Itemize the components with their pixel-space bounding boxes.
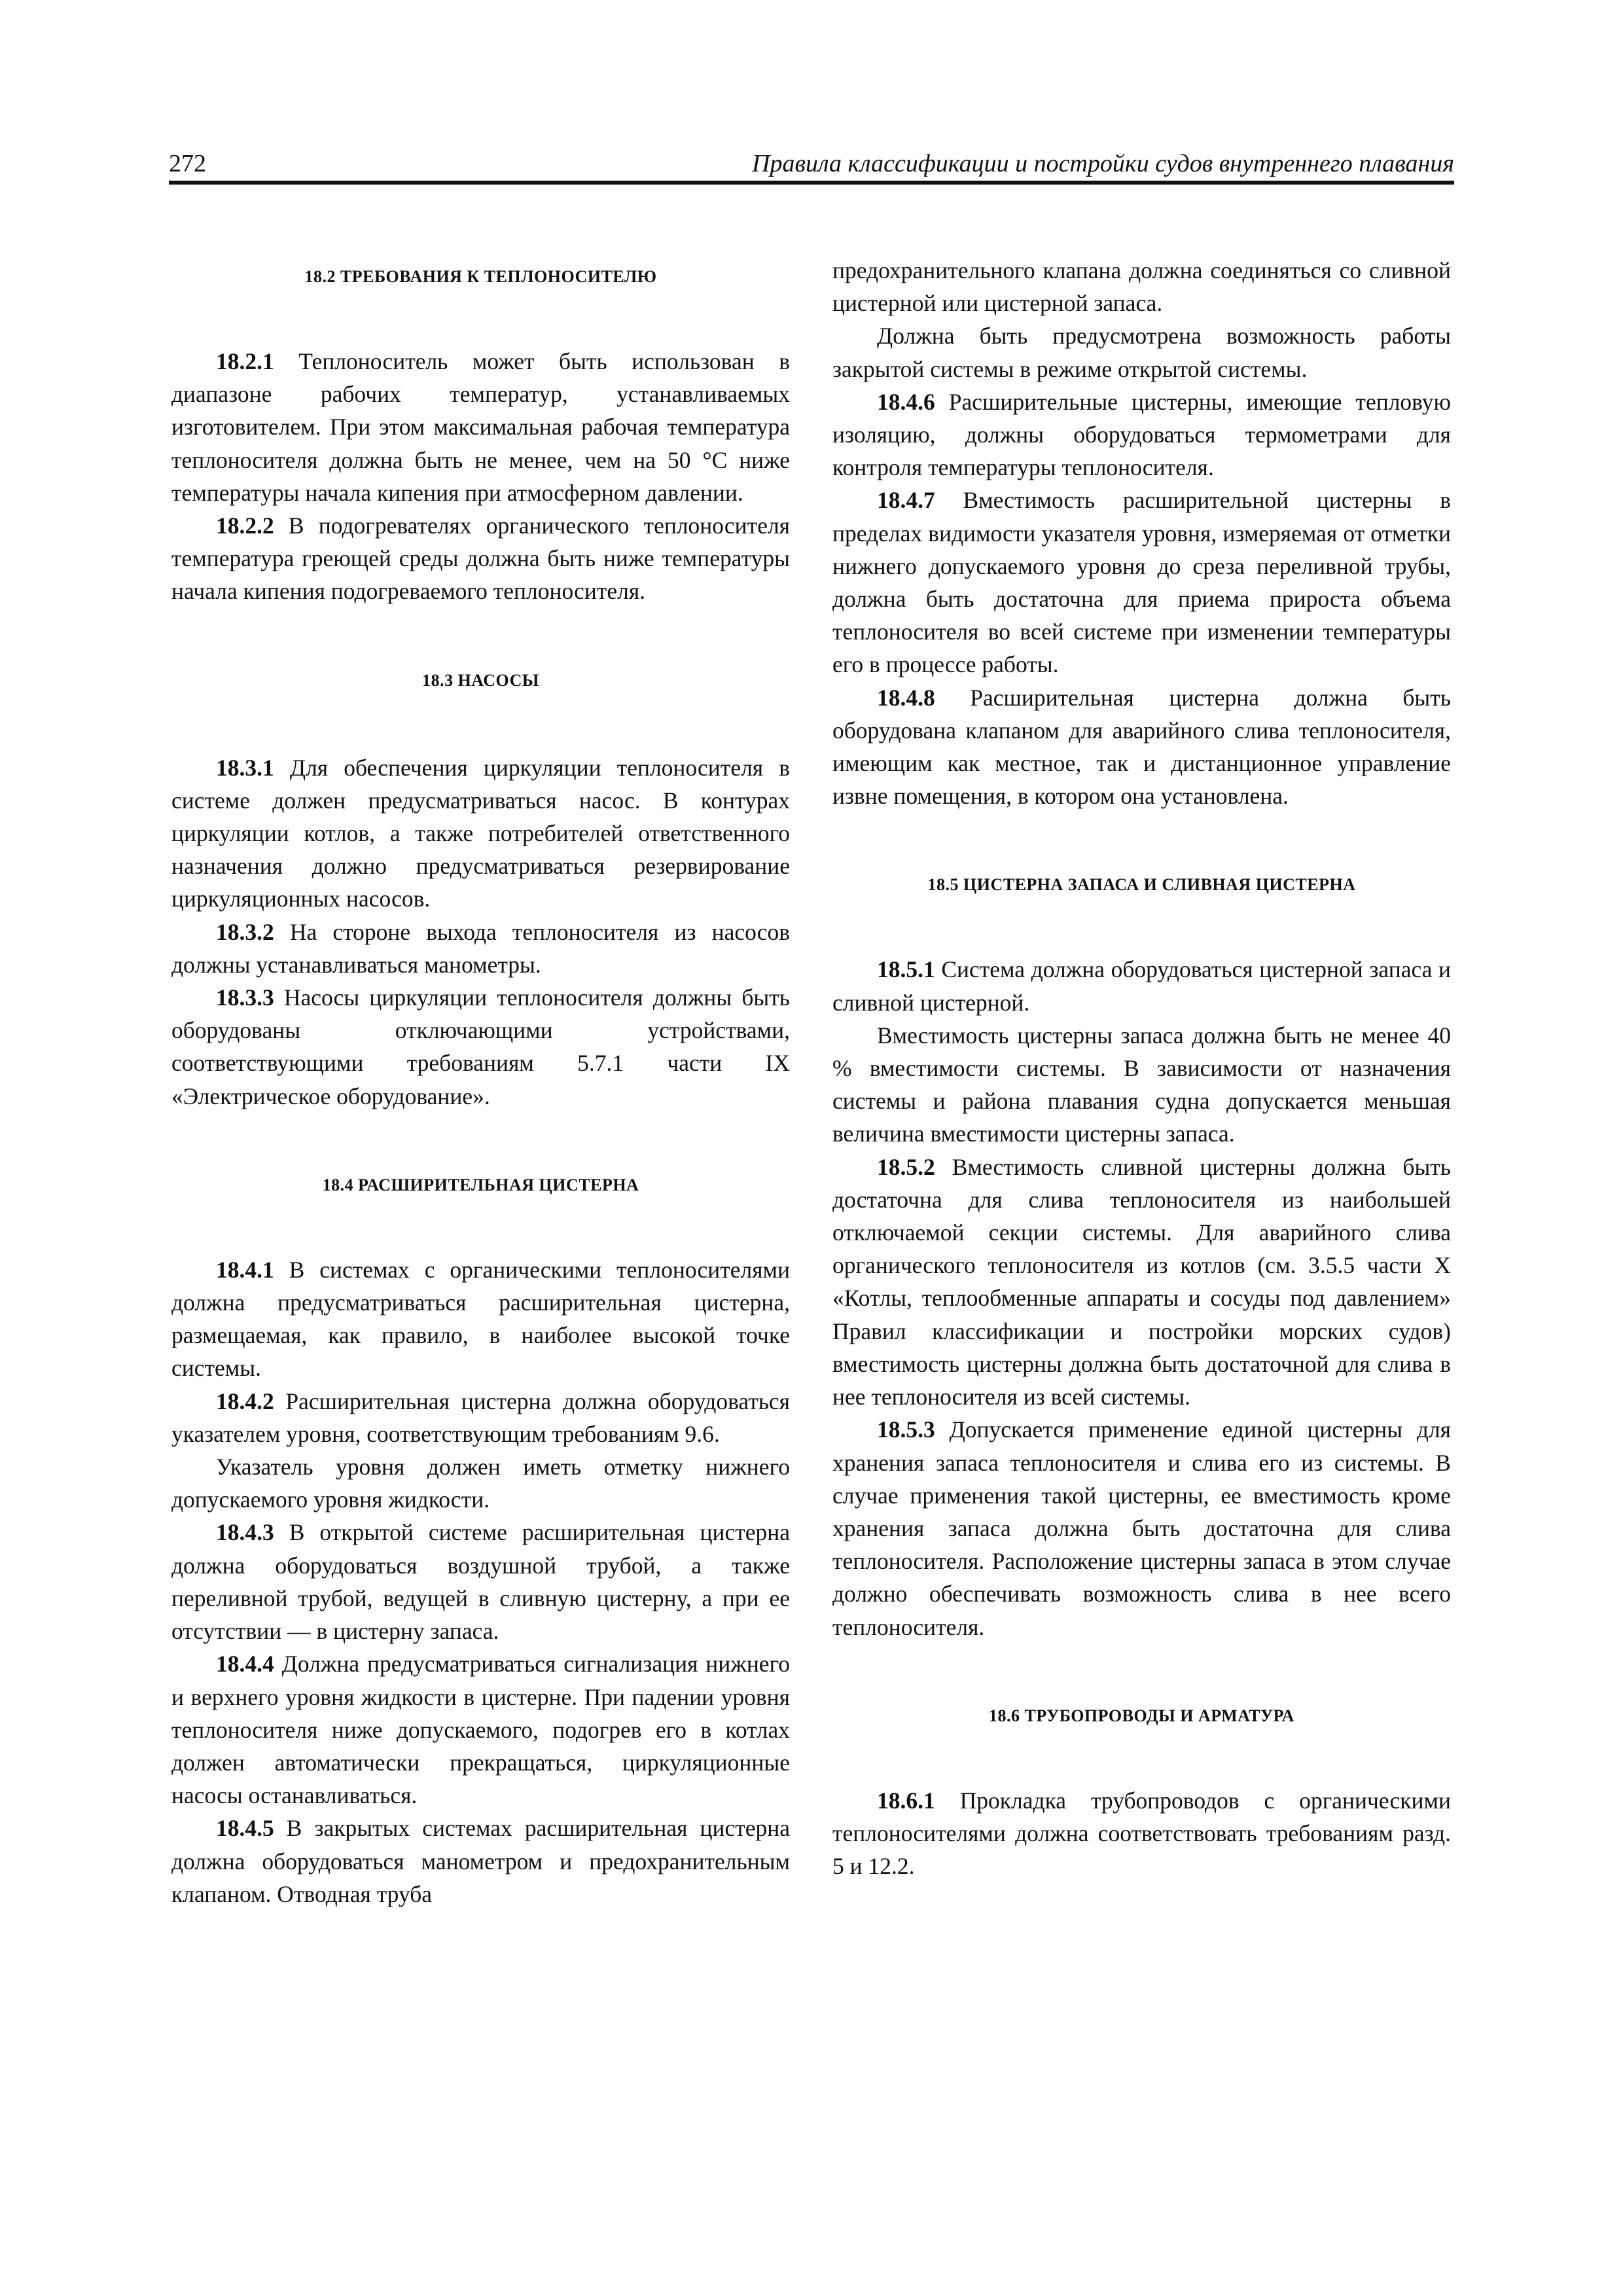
paragraph-18-4-7 <box>832 484 1451 681</box>
clause-text: Система должна оборудоваться цистерной запаса и сливной цистерной. <box>832 956 1451 1016</box>
clause-number: 18.3.3 <box>216 984 274 1011</box>
clause-number: 18.4.5 <box>216 1815 274 1842</box>
clause-text: На стороне выхода теплоносителя из насосов должны устанавливаться манометры. <box>171 918 790 978</box>
clause-text: Расширительные цистерны, имеющие тепловую изоляцию, должны оборудоваться термометрами для контроля температуры теплоносителя. <box>832 388 1451 481</box>
page-number: 272 <box>169 150 206 177</box>
clause-number: 18.5.1 <box>877 956 935 983</box>
clause-text: Прокладка трубопроводов с органическими теплоносителями должна соответствовать требованиям разд. 5 и 12.2. <box>832 1787 1451 1880</box>
paragraph-18-4-5 <box>171 1812 790 1910</box>
clause-number: 18.4.3 <box>216 1519 274 1546</box>
paragraph-18-2-1 <box>171 345 790 509</box>
clause-text: Вместимость расширительной цистерны в пределах видимости указателя уровня, измеряемая от отметки нижнего допускаемого уровня до среза переливной трубы, должна быть достаточна для приема прироста объема теплоносителя во всей системе при изменении температуры его в процессе работы. <box>832 487 1451 678</box>
clause-number: 18.4.7 <box>877 487 935 514</box>
clause-number: 18.5.3 <box>877 1416 935 1443</box>
paragraph-18-5-2 <box>832 1151 1451 1414</box>
clause-text: Должна предусматриваться сигнализация нижнего и верхнего уровня жидкости в цистерне. При падении уровня теплоносителя ниже допускаемого, подогрев его в котлах должен автоматически прекращаться, циркуляционные насосы останавливаться. <box>171 1651 790 1809</box>
clause-text: В закрытых системах расширительная цистерна должна оборудоваться манометром и предохранительным клапаном. Отводная труба <box>171 1815 790 1907</box>
clause-text: Расширительная цистерна должна быть оборудована клапаном для аварийного слива теплоносителя, имеющим как местное, так и дистанционное управление извне помещения, в котором она установлена. <box>832 684 1451 810</box>
clause-number: 18.4.6 <box>877 388 935 415</box>
clause-number: 18.3.2 <box>216 918 274 945</box>
left-column <box>171 254 790 1910</box>
clause-text: В открытой системе расширительная цистерна должна оборудоваться воздушной трубой, а также переливной трубой, ведущей в сливную цистерну, а при ее отсутствии — в цистерну запаса. <box>171 1519 790 1645</box>
section-heading-18-6: 18.6 ТРУБОПРОВОДЫ И АРМАТУРА <box>989 1706 1294 1725</box>
paragraph-18-3-3 <box>171 981 790 1113</box>
clause-number: 18.4.1 <box>216 1256 274 1283</box>
paragraph-18-3-2 <box>171 916 790 981</box>
paragraph-18-2-2 <box>171 509 790 608</box>
clause-text: Расширительная цистерна должна оборудоваться указателем уровня, соответствующим требованиям 9.6. <box>171 1388 790 1447</box>
paragraph-18-4-3 <box>171 1516 790 1647</box>
clause-text: Теплоноситель может быть использован в диапазоне рабочих температур, устанавливаемых изготовителем. При этом максимальная рабочая температура теплоносителя должна быть не менее, чем на 50 °C ниже температуры начала кипения при атмосферном давлении. <box>171 348 790 506</box>
paragraph-18-4-2-note: Указатель уровня должен иметь отметку нижнего допускаемого уровня жидкости. <box>171 1454 790 1513</box>
paragraph-18-4-2 <box>171 1385 790 1450</box>
paragraph-18-4-6 <box>832 386 1451 484</box>
right-column <box>832 254 1451 1882</box>
paragraph-18-4-4 <box>171 1647 790 1812</box>
clause-number: 18.2.1 <box>216 348 274 374</box>
paragraph-18-5-1-capacity: Вместимость цистерны запаса должна быть не менее 40 % вместимости системы. В зависимости от назначения системы и района плавания судна допускается меньшая величина вместимости цистерны запаса. <box>832 1022 1451 1147</box>
page-header <box>169 144 1454 185</box>
clause-number: 18.6.1 <box>877 1787 935 1814</box>
clause-number: 18.2.2 <box>216 512 274 539</box>
paragraph-18-4-5-closed-system: Должна быть предусмотрена возможность работы закрытой системы в режиме открытой системы. <box>832 323 1451 382</box>
clause-text: Насосы циркуляции теплоносителя должны быть оборудованы отключающими устройствами, соответствующими требованиям 5.7.1 части IX «Электрическое оборудование». <box>171 984 790 1109</box>
clause-text: Для обеспечения циркуляции теплоносителя в системе должен предусматриваться насос. В контурах циркуляции котлов, а также потребителей ответственного назначения должно предусматриваться резервирование циркуляционных насосов. <box>171 754 790 912</box>
paragraph-18-4-8 <box>832 681 1451 813</box>
section-heading-18-4: 18.4 РАСШИРИТЕЛЬНАЯ ЦИСТЕРНА <box>322 1175 639 1194</box>
running-title: Правила классификации и постройки судов внутреннего плавания <box>752 150 1454 177</box>
clause-text: Допускается применение единой цистерны для хранения запаса теплоносителя и слива его из системы. В случае применения такой цистерны, ее вместимость кроме хранения запаса должна быть достаточна для слива теплоносителя. Расположение цистерны запаса в этом случае должно обеспечивать возможность слива в нее всего теплоносителя. <box>832 1416 1451 1640</box>
paragraph-18-5-3 <box>832 1413 1451 1643</box>
clause-number: 18.4.2 <box>216 1388 274 1414</box>
section-heading-18-3: 18.3 НАСОСЫ <box>422 670 539 690</box>
paragraph-18-4-1 <box>171 1253 790 1385</box>
clause-number: 18.4.8 <box>877 684 935 711</box>
clause-number: 18.5.2 <box>877 1153 935 1180</box>
paragraph-18-3-1 <box>171 751 790 916</box>
clause-number: 18.3.1 <box>216 754 274 781</box>
clause-text: В системах с органическими теплоносителями должна предусматриваться расширительная цистерна, размещаемая, как правило, в наиболее высокой точке системы. <box>171 1256 790 1382</box>
paragraph-18-5-1 <box>832 953 1451 1018</box>
section-heading-18-2: 18.2 ТРЕБОВАНИЯ К ТЕПЛОНОСИТЕЛЮ <box>304 267 657 286</box>
clause-text: В подогревателях органического теплоносителя температура греющей среды должна быть ниже температуры начала кипения подогреваемого теплоносителя. <box>171 512 790 605</box>
paragraph-18-6-1 <box>832 1784 1451 1883</box>
section-heading-18-5: 18.5 ЦИСТЕРНА ЗАПАСА И СЛИВНАЯ ЦИСТЕРНА <box>927 875 1356 895</box>
clause-number: 18.4.4 <box>216 1651 274 1677</box>
paragraph-18-4-5-continued: предохранительного клапана должна соединяться со сливной цистерной или цистерной запаса. <box>832 257 1451 317</box>
clause-text: Вместимость сливной цистерны должна быть достаточна для слива теплоносителя из наибольшей отключаемой секции системы. Для аварийного слива органического теплоносителя из котлов (см. 3.5.5 части X «Котлы, теплообменные аппараты и сосуды под давлением» Правил классификации и постройки морских судов) вместимость цистерны должна быть достаточной для слива в нее теплоносителя из всей системы. <box>832 1153 1451 1410</box>
